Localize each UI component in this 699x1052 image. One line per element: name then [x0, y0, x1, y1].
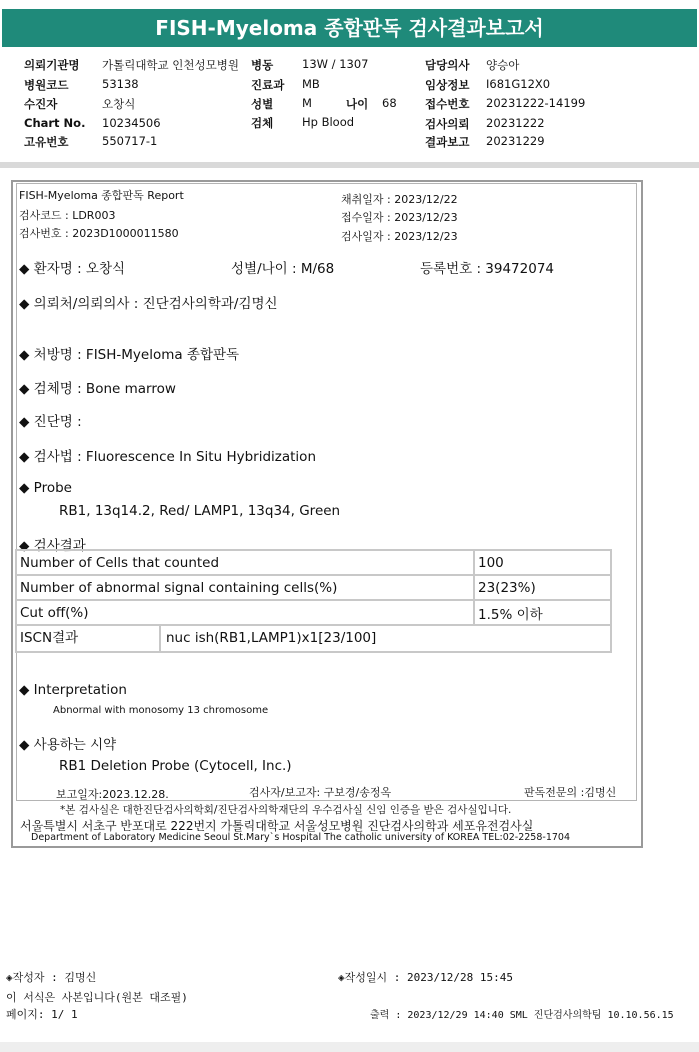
hospital-code-value: 53138: [102, 77, 139, 91]
request-label: 검사의뢰: [425, 117, 470, 131]
sex-value: M: [302, 96, 312, 110]
page-number: 페이지: 1/ 1: [6, 1008, 78, 1021]
examiners: 검사자/보고자: 구보경/송정옥: [249, 786, 392, 799]
prescription: ◆ 처방명 : FISH-Myeloma 종합판독: [19, 347, 240, 363]
test-number: 검사번호 : 2023D1000011580: [19, 227, 179, 240]
registration-number: 등록번호 : 39472074: [420, 261, 555, 277]
age-value: 68: [382, 96, 397, 110]
dept-value: MB: [302, 77, 320, 91]
sex-label: 성별: [251, 97, 274, 111]
table-row: [16, 575, 611, 600]
probe-value: RB1, 13q14.2, Red/ LAMP1, 13q34, Green: [59, 503, 341, 519]
chart-no-value: 10234506: [102, 116, 161, 130]
table-row: [16, 600, 611, 625]
tested-date: 검사일자 : 2023/12/23: [341, 230, 458, 243]
ward-value: 13W / 1307: [302, 57, 369, 71]
header-divider: [0, 162, 699, 168]
cell-label: Number of Cells that counted: [16, 550, 474, 575]
printed-at: 출력 : 2023/12/29 14:40 SML 진단검사의학팀 10.10.56.15: [370, 1010, 674, 1021]
requester: ◆ 의뢰처/의뢰의사 : 진단검사의학과/김명신: [19, 296, 278, 312]
result-label: ◆ 검사결과: [19, 538, 86, 554]
cell-label: Number of abnormal signal containing cells(%): [16, 575, 474, 600]
report-name: FISH-Myeloma 종합판독 Report: [19, 189, 184, 202]
hospital-code-label: 병원코드: [24, 78, 69, 92]
results-table: [15, 549, 612, 653]
specimen-value: Hp Blood: [302, 115, 355, 129]
receipt-value: 20231222-14199: [486, 96, 586, 110]
recipient-value: 오창식: [102, 97, 136, 111]
iscn-value: nuc ish(RB1,LAMP1)x1[23/100]: [166, 630, 377, 646]
institution-label: 의뢰기관명: [24, 58, 80, 72]
address-english: Department of Laboratory Medicine Seoul St.Mary`s Hospital The catholic university of KOREA TEL:02-2258-1704: [31, 832, 571, 843]
request-value: 20231222: [486, 116, 545, 130]
cell-label: Cut off(%): [16, 600, 474, 625]
unique-no-value: 550717-1: [102, 134, 158, 148]
interpretation-value: Abnormal with monosomy 13 chromosome: [53, 705, 269, 716]
chart-no-label: Chart No.: [24, 116, 86, 130]
receipt-label: 접수번호: [425, 97, 470, 111]
dept-label: 진료과: [251, 78, 285, 92]
reagent-label: ◆ 사용하는 시약: [19, 737, 117, 753]
report-date: 보고일자:2023.12.28.: [56, 788, 169, 801]
certification-note: *본 검사실은 대한진단검사의학회/진단검사의학재단의 우수검사실 신임 인증을 받은 검사실입니다.: [60, 804, 512, 816]
specialist: 판독전문의 :김명신: [524, 786, 617, 799]
age-label: 나이: [346, 97, 369, 111]
probe-label: ◆ Probe: [19, 480, 72, 496]
written-at: ◈작성일시 : 2023/12/28 15:45: [338, 971, 513, 984]
clinical-label: 임상정보: [425, 78, 470, 92]
test-method: ◆ 검사법 : Fluorescence In Situ Hybridization: [19, 449, 316, 465]
patient-name: ◆ 환자명 : 오창식: [19, 261, 126, 277]
specimen-name: ◆ 검체명 : Bone marrow: [19, 381, 176, 397]
institution-value: 가톨릭대학교 인천성모병원: [102, 58, 239, 72]
sex-age: 성별/나이 : M/68: [231, 261, 335, 277]
interpretation-label: ◆ Interpretation: [19, 682, 127, 698]
doctor-value: 양승아: [486, 58, 520, 72]
table-row: [16, 550, 611, 575]
bottom-bar: [0, 1042, 699, 1052]
specimen-label: 검체: [251, 116, 274, 130]
copy-note: 이 서식은 사본입니다(원본 대조필): [6, 991, 188, 1004]
clinical-value: I681G12X0: [486, 77, 551, 91]
table-row: [16, 625, 611, 652]
report-value: 20231229: [486, 134, 545, 148]
reagent-value: RB1 Deletion Probe (Cytocell, Inc.): [59, 758, 292, 774]
report-label: 결과보고: [425, 135, 470, 149]
ward-label: 병동: [251, 58, 274, 72]
iscn-label: ISCN결과: [17, 626, 161, 651]
recipient-label: 수진자: [24, 97, 58, 111]
cell-value: 100: [474, 550, 611, 575]
unique-no-label: 고유번호: [24, 135, 69, 149]
cell-value: 1.5% 이하: [474, 600, 611, 625]
address-korean: 서울특별시 서초구 반포대로 222번지 가톨릭대학교 서울성모병원 진단검사의학과 세포유전검사실: [20, 819, 534, 833]
test-code: 검사코드 : LDR003: [19, 209, 116, 222]
iscn-row: [16, 625, 611, 652]
received-date: 접수일자 : 2023/12/23: [341, 211, 458, 224]
doctor-label: 담당의사: [425, 58, 470, 72]
diagnosis: ◆ 진단명 :: [19, 414, 82, 430]
collected-date: 채취일자 : 2023/12/22: [341, 193, 458, 206]
page-title: FISH-Myeloma 종합판독 검사결과보고서: [2, 9, 697, 47]
cell-value: 23(23%): [474, 575, 611, 600]
author: ◈작성자 : 김명신: [6, 971, 97, 984]
